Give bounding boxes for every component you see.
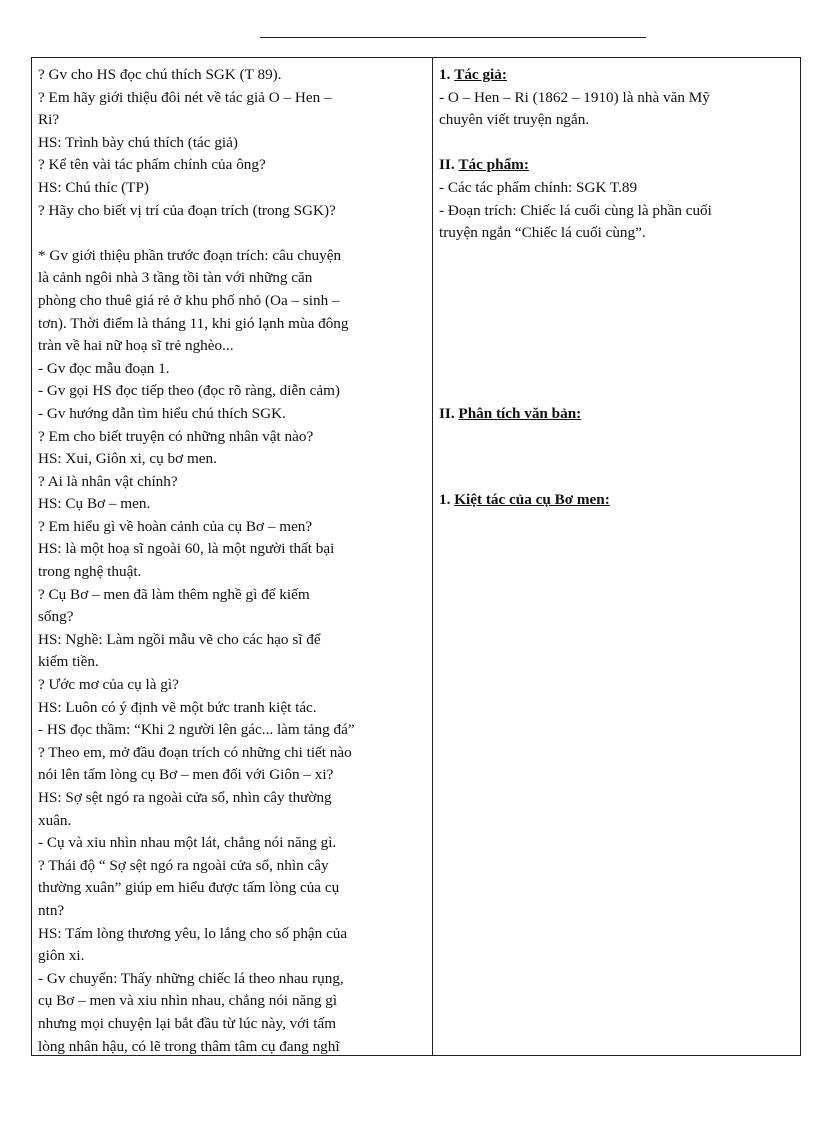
activity-line: ? Ước mơ của cụ là gì?	[38, 676, 179, 694]
heading-works-title: Tác phẩm:	[458, 156, 529, 174]
works-text-line: truyện ngắn “Chiếc lá cuối cùng”.	[439, 224, 646, 242]
heading-masterpiece-number: 1.	[439, 491, 451, 509]
activity-line: HS: Chú thíc (TP)	[38, 178, 149, 196]
activity-line: cụ Bơ – men và xiu nhìn nhau, chẳng nói năng gì	[38, 992, 338, 1010]
header-rule	[260, 37, 646, 38]
activity-line: - Gv đọc mẫu đoạn 1.	[38, 359, 170, 377]
author-text-line: chuyên viết truyện ngắn.	[439, 111, 590, 129]
heading-author	[439, 64, 794, 87]
activity-line: ? Em hãy giới thiệu đôi nét về tác giả O – Hen –	[38, 88, 332, 106]
heading-analysis-title: Phân tích văn bản:	[458, 404, 582, 422]
activity-line: phòng cho thuê giá rẻ ở khu phố nhỏ (Oa – sinh –	[38, 291, 340, 309]
activity-line: - Gv hướng dẫn tìm hiểu chú thích SGK.	[38, 404, 286, 422]
activity-line: lòng nhân hậu, có lẽ trong thâm tâm cụ đang nghĩ	[38, 1037, 340, 1055]
spacer	[38, 222, 426, 245]
activity-line: thường xuân” giúp em hiểu được tấm lòng của cụ	[38, 879, 340, 897]
activity-line: ? Ai là nhân vật chính?	[38, 472, 178, 490]
activity-line: kiếm tiền.	[38, 653, 99, 671]
activity-line: giôn xi.	[38, 947, 85, 965]
activity-line: ? Hãy cho biết vị trí của đoạn trích (trong SGK)?	[38, 201, 336, 219]
activity-line: HS: Tấm lòng thương yêu, lo lắng cho số phận của	[38, 924, 348, 942]
activity-line: HS: Nghề: Làm ngồi mẫu vẽ cho các hạo sĩ để	[38, 630, 321, 648]
activity-line: ? Em cho biết truyện có những nhân vật nào?	[38, 427, 314, 445]
activity-line: HS: Cụ Bơ – men.	[38, 495, 151, 513]
heading-works-number: II.	[439, 156, 455, 174]
activity-line: ? Em hiểu gì về hoàn cảnh của cụ Bơ – men?	[38, 517, 313, 535]
author-text-line: - O – Hen – Ri (1862 – 1910) là nhà văn Mỹ	[439, 88, 710, 106]
activity-line: * Gv giới thiệu phần trước đoạn trích: câu chuyện	[38, 246, 342, 264]
heading-analysis-number: II.	[439, 404, 455, 422]
content-notes-column	[433, 58, 800, 1055]
activity-line: nói lên tấm lòng cụ Bơ – men đối với Giôn – xi?	[38, 766, 334, 784]
teacher-student-activities-column	[32, 58, 433, 1055]
activity-line: - Gv chuyển: Thấy những chiếc lá theo nhau rụng,	[38, 969, 344, 987]
works-text-line: - Đoạn trích: Chiếc lá cuối cùng là phần cuối	[439, 201, 712, 219]
activity-line: HS: Sợ sệt ngó ra ngoài cửa sổ, nhìn cây thường	[38, 789, 332, 806]
works-text-line: - Các tác phẩm chính: SGK T.89	[439, 178, 638, 196]
activity-line: ? Thái độ “ Sợ sệt ngó ra ngoài cửa sổ, nhìn cây	[38, 856, 329, 874]
heading-masterpiece	[439, 489, 794, 512]
activity-line: sống?	[38, 608, 74, 626]
activity-line: HS: Trình bày chú thích (tác giả)	[38, 133, 238, 151]
heading-author-title: Tác giả:	[454, 66, 507, 83]
spacer	[439, 245, 794, 403]
activity-line: trong nghệ thuật.	[38, 563, 142, 581]
spacer	[439, 132, 794, 155]
spacer	[439, 425, 794, 489]
activity-line: là cảnh ngôi nhà 3 tầng tồi tàn với những căn	[38, 269, 313, 287]
activity-line: ? Kể tên vài tác phẩm chính của ông?	[38, 156, 266, 174]
heading-author-number: 1.	[439, 66, 451, 83]
activity-line: ? Theo em, mở đầu đoạn trích có những chi tiết nào	[38, 743, 352, 761]
activity-line: tơn). Thời điểm là tháng 11, khi gió lạnh mùa đông	[38, 314, 349, 332]
activity-line: ? Cụ Bơ – men đã làm thêm nghề gì để kiếm	[38, 585, 310, 603]
activity-line: xuân.	[38, 811, 72, 829]
heading-analysis	[439, 403, 794, 426]
activity-line: - Gv gọi HS đọc tiếp theo (đọc rõ ràng, diễn cảm)	[38, 382, 340, 400]
lesson-table	[31, 57, 801, 1056]
activity-line: tràn về hai nữ hoạ sĩ trẻ nghèo...	[38, 337, 234, 355]
activity-line: ? Gv cho HS đọc chú thích SGK (T 89).	[38, 66, 282, 83]
activity-line: HS: Luôn có ý định vẽ một bức tranh kiệt tác.	[38, 698, 317, 716]
heading-works	[439, 154, 794, 177]
activity-line: - Cụ và xiu nhìn nhau một lát, chẳng nói năng gì.	[38, 834, 337, 852]
activity-line: ntn?	[38, 901, 65, 919]
heading-masterpiece-title: Kiệt tác của cụ Bơ men:	[454, 491, 610, 509]
activity-line: nhưng mọi chuyện lại bắt đầu từ lúc này, với tấm	[38, 1014, 337, 1032]
activity-line: HS: là một hoạ sĩ ngoài 60, là một người thất bại	[38, 540, 335, 558]
activity-line: Ri?	[38, 111, 60, 129]
activity-line: HS: Xui, Giôn xi, cụ bơ men.	[38, 450, 217, 468]
activity-line: - HS đọc thầm: “Khi 2 người lên gác... làm tảng đá”	[38, 721, 355, 739]
